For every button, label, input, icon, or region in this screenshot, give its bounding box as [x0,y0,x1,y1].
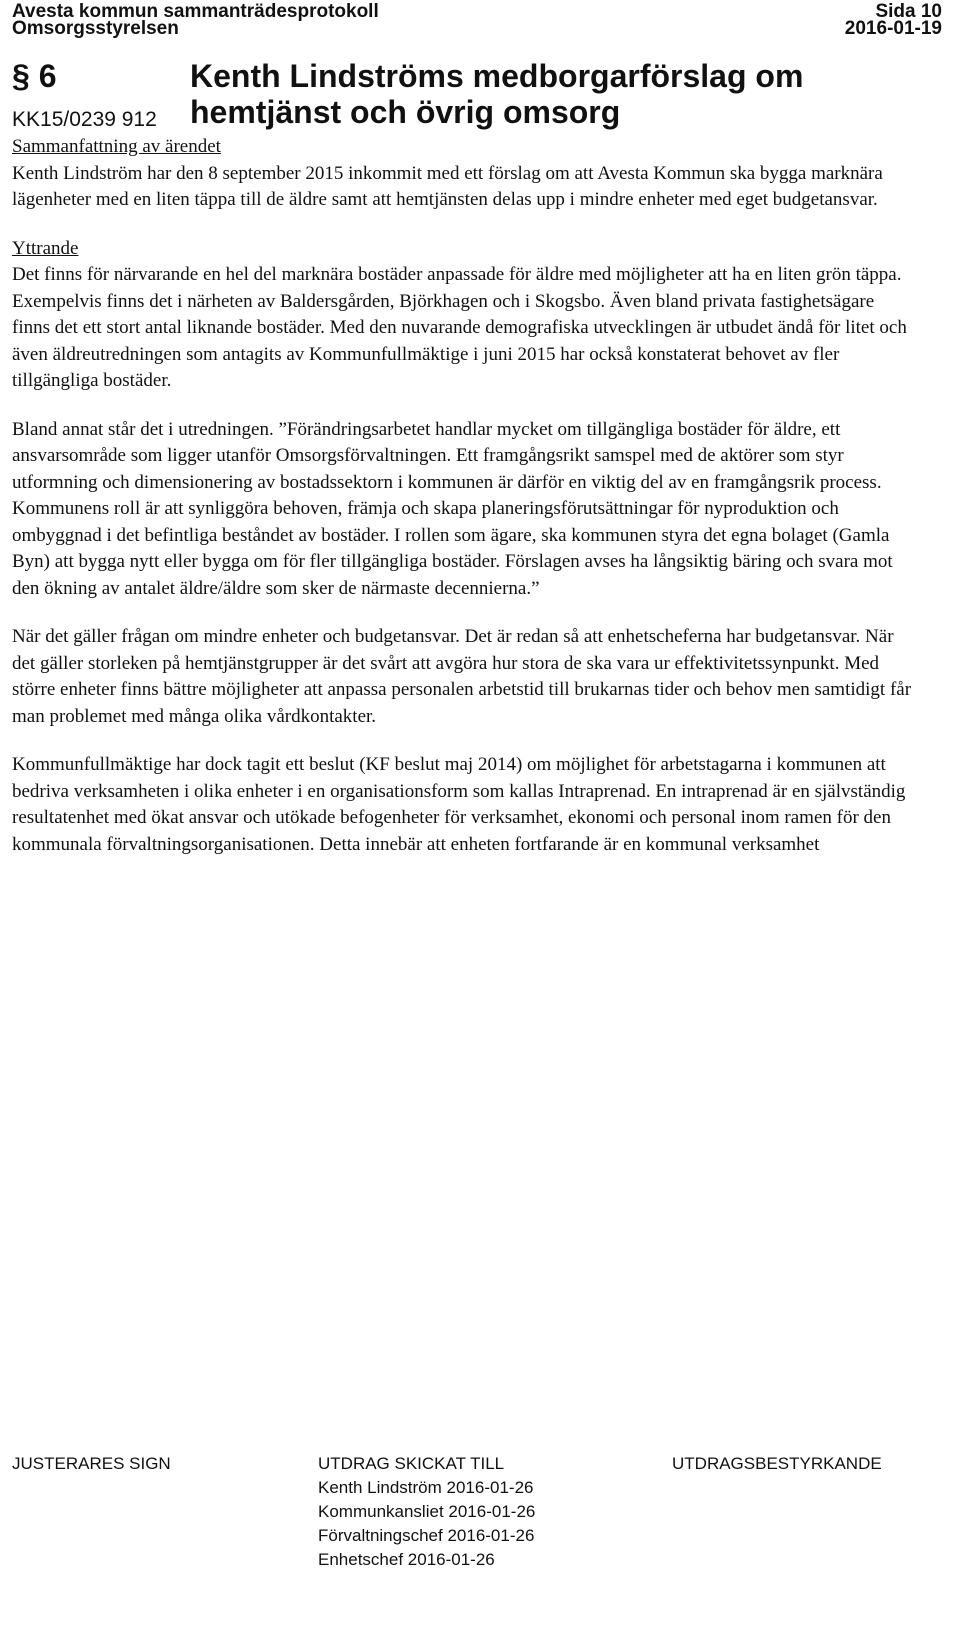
sent-to-item: Enhetschef 2016-01-26 [318,1550,495,1569]
certification-column [672,1452,882,1476]
sent-to-label: UTDRAG SKICKAT TILL [318,1454,505,1473]
sent-to-item: Kommunkansliet 2016-01-26 [318,1502,536,1521]
document-title: Avesta kommun sammanträdesprotokoll [12,1,379,22]
section-title-line-2: hemtjänst och övrig omsorg [190,94,621,130]
certification-label: UTDRAGSBESTYRKANDE [672,1454,882,1473]
statement-paragraph-1: Det finns för närvarande en hel del marknära bostäder anpassade för äldre med möjligheter att ha en liten grön täppa. Exempelvis finns det i närheten av Baldersgården, Björkhagen och i Skogsbo. Även bland privata fastighetsägare finns det ett stort antal liknande bostäder. Med den nuvarande demografiska utvecklingen är utbudet ändå för litet och även äldreutredningen som antagits av Kommunfullmäktige i juni 2015 har också konstaterat behovet av fler tillgängliga bostäder. [12,264,907,391]
committee-name: Omsorgsstyrelsen [12,18,179,39]
document-body [12,134,912,858]
meeting-date: 2016-01-19 [844,18,942,39]
section-symbol: § 6 [12,58,57,94]
section-title [190,58,890,130]
statement-paragraph-2: Bland annat står det i utredningen. ”Förändringsarbetet handlar mycket om tillgängliga bostäder för äldre, ett ansvarsområde som ligger utanför Omsorgsförvaltningen. Ett framgångsrikt samspel med de aktörer som styr utformning och dimensionering av bostadssektorn i kommunen är därför en viktig del av en framgångsrik process. Kommunens roll är att synliggöra behoven, främja och skapa planeringsförutsättningar för nyproduktion och ombyggnad i det befintliga beståndet av bostäder. I rollen som ägare, ska kommunen styra det egna bolaget (Gamla Byn) att bygga nytt eller bygga om för fler tillgängliga bostäder. Förslagen avses ha långsiktig bäring och svara mot den ökning av antalet äldre/äldre som sker de närmaste decennierna.” [12,418,893,599]
signature-column [12,1452,171,1476]
committee-date-header-row [12,17,942,41]
sent-to-column [318,1452,535,1572]
page-number: Sida 10 [875,1,942,22]
statement-paragraph-4: Kommunfullmäktige har dock tagit ett beslut (KF beslut maj 2014) om möjlighet för arbetstagarna i kommunen att bedriva verksamheten i olika enheter i en organisationsform som kallas Intraprenad. En intraprenad är en självständig resultatenhet med ökat ansvar och utökade befogenheter för verksamhet, ekonomi och personal inom ramen för den kommunala förvaltningsorganisationen. Detta innebär att enheten fortfarande är en kommunal verksamhet [12,754,906,855]
summary-text: Kenth Lindström har den 8 september 2015 inkommit med ett förslag om att Avesta Kommun ska bygga marknära lägenheter med en liten täppa till de äldre samt att hemtjänsten delas upp i mindre enheter med eget budgetansvar. [12,162,883,210]
sent-to-item: Förvaltningschef 2016-01-26 [318,1526,535,1545]
section-title-line-1: Kenth Lindströms medborgarförslag om [190,58,804,94]
statement-paragraph-3: När det gäller frågan om mindre enheter och budgetansvar. Det är redan så att enhetscheferna har budgetansvar. När det gäller storleken på hemtjänstgrupper är det svårt att avgöra hur stora de ska vara ur effektivitetssynpunkt. Med större enheter finns bättre möjligheter att anpassa personalen arbetstid till brukarnas tider och behov men samtidigt får man problemet med många olika vårdkontakter. [12,626,912,727]
sent-to-item: Kenth Lindström 2016-01-26 [318,1478,534,1497]
document-footer [0,1452,960,1636]
summary-heading: Sammanfattning av ärendet [12,136,221,157]
statement-heading: Yttrande [12,237,79,259]
case-number: KK15/0239 912 [12,108,157,131]
signature-label: JUSTERARES SIGN [12,1454,171,1473]
